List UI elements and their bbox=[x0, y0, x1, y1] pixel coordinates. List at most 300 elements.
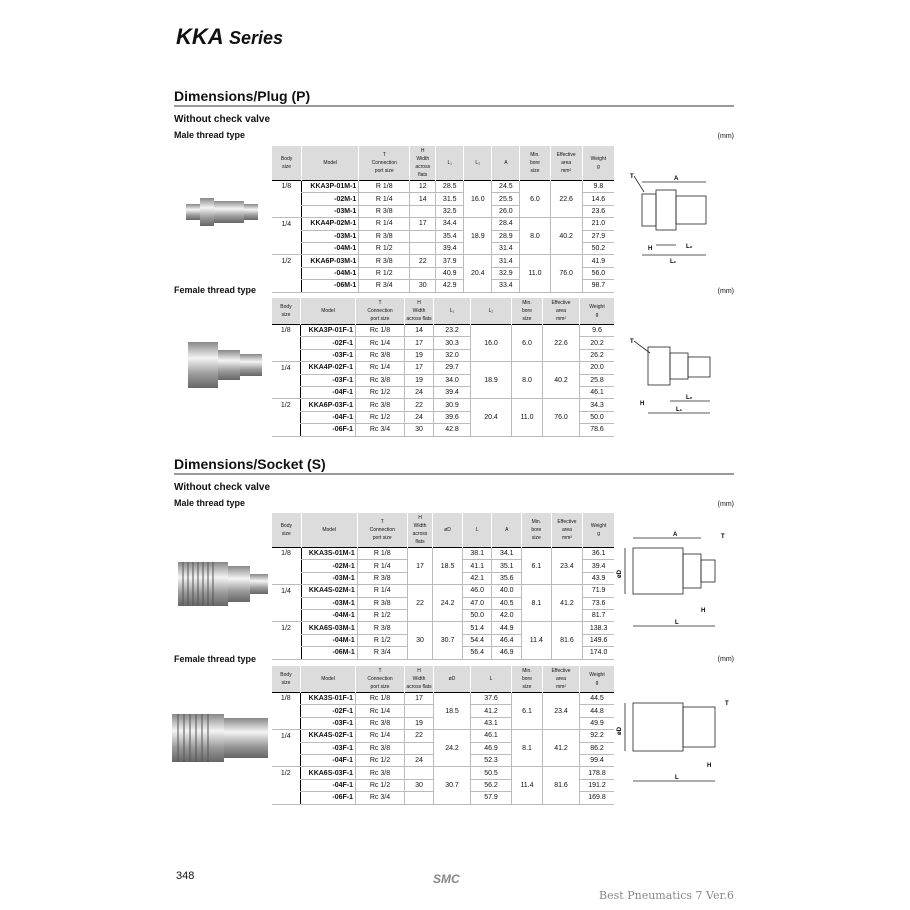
table-cell bbox=[522, 647, 552, 659]
table-header: L bbox=[462, 513, 492, 548]
table-cell: 1/8 bbox=[281, 550, 291, 558]
table-cell bbox=[272, 779, 301, 791]
table-cell bbox=[272, 647, 302, 659]
table-cell: 1/4 bbox=[280, 732, 291, 740]
table-row bbox=[272, 792, 615, 804]
table-cell: 33.4 bbox=[492, 280, 520, 292]
table-cell: 23.4 bbox=[551, 560, 583, 572]
table-cell: 44.8 bbox=[580, 705, 615, 717]
socket-male-table bbox=[271, 513, 614, 660]
table-cell: R 1/4 bbox=[359, 193, 410, 205]
table-cell: 52.3 bbox=[471, 754, 512, 766]
table-cell: -06M-1 bbox=[301, 647, 357, 659]
table-cell: 39.4 bbox=[436, 242, 464, 254]
table-row bbox=[272, 205, 615, 217]
table-cell: R 3/8 bbox=[357, 597, 407, 609]
table-cell: 40.2 bbox=[550, 230, 582, 242]
table-cell: Rc 3/4 bbox=[356, 424, 405, 436]
table-cell: 19 bbox=[405, 349, 434, 361]
table-cell: Rc 1/4 bbox=[356, 362, 405, 374]
table-cell bbox=[512, 792, 543, 804]
table-cell: R 1/2 bbox=[357, 634, 407, 646]
table-cell: 191.2 bbox=[580, 779, 615, 791]
table-cell: 19 bbox=[405, 374, 434, 386]
table-cell bbox=[471, 349, 512, 361]
table-row bbox=[272, 730, 615, 742]
table-cell bbox=[543, 754, 580, 766]
table-cell: 42.1 bbox=[462, 572, 492, 584]
series-suffix: Series bbox=[228, 28, 284, 48]
table-row bbox=[272, 386, 615, 398]
table-row bbox=[272, 548, 615, 560]
table-cell: -04F-1 bbox=[301, 411, 356, 423]
table-cell: 35.6 bbox=[492, 572, 522, 584]
table-cell: R 3/8 bbox=[357, 572, 407, 584]
table-cell bbox=[464, 205, 492, 217]
table-cell bbox=[471, 325, 512, 337]
table-header: L bbox=[471, 666, 512, 693]
plug-male-diagram bbox=[630, 170, 720, 265]
table-cell bbox=[512, 362, 543, 374]
table-cell bbox=[272, 267, 302, 279]
table-header: Model bbox=[302, 146, 359, 181]
table-cell: 11.4 bbox=[512, 779, 543, 791]
table-cell bbox=[551, 572, 583, 584]
table-row bbox=[272, 325, 615, 337]
table-cell bbox=[272, 205, 302, 217]
plug-male-photo bbox=[186, 192, 258, 232]
table-cell: 24 bbox=[405, 386, 434, 398]
table-cell: 71.9 bbox=[583, 585, 614, 597]
table-cell: 18.9 bbox=[471, 374, 512, 386]
table-cell: 11.4 bbox=[522, 634, 552, 646]
table-header: L₂ bbox=[464, 146, 492, 181]
table-cell: 17 bbox=[405, 362, 434, 374]
table-cell bbox=[272, 349, 301, 361]
table-cell: KKA4S-02F-1 bbox=[301, 730, 356, 742]
table-cell: Rc 1/2 bbox=[356, 411, 405, 423]
table-cell: -03F-1 bbox=[301, 742, 356, 754]
table-cell: 37.6 bbox=[471, 693, 512, 705]
table-row bbox=[272, 255, 615, 267]
table-row bbox=[272, 609, 615, 621]
table-cell: 24.2 bbox=[434, 742, 471, 754]
table-cell: 6.0 bbox=[520, 193, 550, 205]
table-cell: 11.0 bbox=[520, 267, 550, 279]
table-cell: 23.6 bbox=[582, 205, 614, 217]
table-cell bbox=[471, 362, 512, 374]
table-cell: 27.9 bbox=[582, 230, 614, 242]
table-cell bbox=[272, 705, 301, 717]
table-row bbox=[272, 267, 615, 279]
table-cell: R 1/2 bbox=[359, 242, 410, 254]
table-header: T Connection port size bbox=[356, 666, 405, 693]
table-cell bbox=[272, 337, 301, 349]
dim-label-od: øD bbox=[617, 570, 623, 578]
dim-label-t: T bbox=[725, 701, 729, 707]
table-header: H Width across flats bbox=[410, 146, 436, 181]
table-cell bbox=[512, 325, 543, 337]
socket-female-table bbox=[271, 666, 614, 805]
table-cell bbox=[520, 205, 550, 217]
table-cell: -04M-1 bbox=[302, 267, 359, 279]
table-cell: 20.2 bbox=[580, 337, 615, 349]
table-cell: 37.9 bbox=[436, 255, 464, 267]
table-cell: 42.8 bbox=[434, 424, 471, 436]
table-cell: 23.2 bbox=[434, 325, 471, 337]
table-cell: R 3/4 bbox=[357, 647, 407, 659]
socket-male-diagram bbox=[615, 530, 730, 630]
table-cell bbox=[471, 424, 512, 436]
table-cell: 30.7 bbox=[433, 634, 463, 646]
table-header: Body size bbox=[272, 666, 301, 693]
table-cell bbox=[471, 386, 512, 398]
table-cell: 16.0 bbox=[471, 337, 512, 349]
table-cell: -02F-1 bbox=[301, 705, 356, 717]
table-cell: Rc 3/8 bbox=[356, 767, 405, 779]
table-cell: 18.5 bbox=[434, 705, 471, 717]
table-cell: 40.2 bbox=[543, 374, 580, 386]
socket-male-photo bbox=[178, 558, 268, 610]
table-cell bbox=[551, 622, 583, 634]
table-cell bbox=[407, 647, 433, 659]
table-cell: 1/4 bbox=[281, 587, 291, 595]
table-cell: Rc 1/4 bbox=[356, 337, 405, 349]
table-header: T Connection port size bbox=[357, 513, 407, 548]
table-cell: 78.6 bbox=[580, 424, 615, 436]
table-cell bbox=[434, 717, 471, 729]
socket-section-title: Dimensions/Socket (S) bbox=[174, 456, 326, 472]
table-cell: KKA4P-02M-1 bbox=[302, 218, 359, 230]
table-cell: KKA6S-03M-1 bbox=[301, 622, 357, 634]
table-cell: 41.1 bbox=[462, 560, 492, 572]
table-cell bbox=[433, 609, 463, 621]
table-cell bbox=[512, 349, 543, 361]
table-row bbox=[272, 597, 615, 609]
dim-label-l1: L₁ bbox=[676, 407, 683, 413]
table-header: Effective area mm² bbox=[543, 666, 580, 693]
table-cell bbox=[434, 767, 471, 779]
table-cell: 9.6 bbox=[580, 325, 615, 337]
table-cell bbox=[551, 609, 583, 621]
plug-male-table bbox=[271, 146, 614, 293]
table-cell: 47.0 bbox=[462, 597, 492, 609]
table-header: H Width across flats bbox=[405, 298, 434, 325]
table-cell bbox=[471, 399, 512, 411]
table-cell: 28.4 bbox=[492, 218, 520, 230]
table-cell: 46.9 bbox=[471, 742, 512, 754]
table-row bbox=[272, 374, 615, 386]
table-header: L₂ bbox=[471, 298, 512, 325]
table-header: Min. bore size bbox=[520, 146, 550, 181]
table-cell bbox=[520, 255, 550, 267]
unit-label: (mm) bbox=[717, 656, 734, 663]
table-row bbox=[272, 193, 615, 205]
table-cell bbox=[272, 754, 301, 766]
table-header: T Connection port size bbox=[356, 298, 405, 325]
table-cell: 1/4 bbox=[281, 220, 292, 228]
table-cell: 174.0 bbox=[583, 647, 614, 659]
table-cell bbox=[543, 399, 580, 411]
table-cell: 17 bbox=[405, 693, 434, 705]
table-cell: 39.4 bbox=[583, 560, 614, 572]
table-cell: Rc 1/2 bbox=[356, 779, 405, 791]
table-cell: KKA6P-03M-1 bbox=[302, 255, 359, 267]
table-cell bbox=[543, 730, 580, 742]
table-cell: 81.6 bbox=[543, 779, 580, 791]
dim-label-a: A bbox=[674, 176, 679, 182]
table-cell bbox=[464, 280, 492, 292]
table-cell: 1/2 bbox=[281, 624, 291, 632]
table-cell: 92.2 bbox=[580, 730, 615, 742]
table-cell: 1/2 bbox=[281, 257, 292, 265]
table-cell bbox=[407, 609, 433, 621]
table-cell: -02M-1 bbox=[301, 560, 357, 572]
table-cell: KKA3S-01M-1 bbox=[301, 548, 357, 560]
table-cell: 20.0 bbox=[580, 362, 615, 374]
table-cell: 21.0 bbox=[582, 218, 614, 230]
table-cell: 24.2 bbox=[433, 597, 463, 609]
table-cell bbox=[520, 181, 550, 193]
dim-label-h: H bbox=[648, 246, 653, 252]
table-cell: -06F-1 bbox=[301, 792, 356, 804]
table-cell: -03F-1 bbox=[301, 374, 356, 386]
table-cell: Rc 1/4 bbox=[356, 705, 405, 717]
table-cell bbox=[272, 792, 301, 804]
table-cell bbox=[407, 548, 433, 560]
table-row bbox=[272, 230, 615, 242]
table-cell: Rc 1/8 bbox=[356, 325, 405, 337]
table-cell bbox=[272, 634, 302, 646]
table-cell: 16.0 bbox=[464, 193, 492, 205]
dim-label-h: H bbox=[640, 401, 645, 407]
table-row bbox=[272, 411, 615, 423]
table-cell bbox=[272, 242, 302, 254]
table-row bbox=[272, 280, 615, 292]
table-cell: 34.0 bbox=[434, 374, 471, 386]
table-row bbox=[272, 705, 615, 717]
table-cell: 25.5 bbox=[492, 193, 520, 205]
table-cell bbox=[410, 230, 436, 242]
table-cell bbox=[272, 411, 301, 423]
table-cell: 1/8 bbox=[281, 183, 292, 191]
socket-female-photo bbox=[172, 710, 268, 766]
table-cell: 41.2 bbox=[471, 705, 512, 717]
plug-female-label: Female thread type bbox=[174, 285, 257, 295]
dim-label-t: T bbox=[630, 174, 634, 180]
table-cell: 44.5 bbox=[580, 693, 615, 705]
table-cell bbox=[272, 609, 302, 621]
table-cell: 18.9 bbox=[464, 230, 492, 242]
table-cell: 31.4 bbox=[492, 255, 520, 267]
table-cell: R 1/8 bbox=[357, 548, 407, 560]
dim-label-h: H bbox=[707, 763, 712, 769]
table-cell: -04M-1 bbox=[301, 634, 357, 646]
table-cell: 43.1 bbox=[471, 717, 512, 729]
table-cell: 42.9 bbox=[436, 280, 464, 292]
dim-label-a: A bbox=[673, 532, 678, 538]
plug-female-diagram bbox=[630, 335, 720, 420]
table-cell: -03M-1 bbox=[301, 572, 357, 584]
table-row bbox=[272, 622, 615, 634]
table-cell bbox=[543, 325, 580, 337]
table-row bbox=[272, 337, 615, 349]
table-cell: 81.6 bbox=[551, 634, 583, 646]
table-row bbox=[272, 399, 615, 411]
table-row bbox=[272, 585, 615, 597]
table-cell bbox=[520, 280, 550, 292]
table-row bbox=[272, 349, 615, 361]
table-header: Model bbox=[301, 513, 357, 548]
table-row bbox=[272, 693, 615, 705]
table-header: Effective area mm² bbox=[550, 146, 582, 181]
table-cell bbox=[551, 548, 583, 560]
table-cell bbox=[434, 792, 471, 804]
table-cell bbox=[410, 267, 436, 279]
table-cell: -04F-1 bbox=[301, 754, 356, 766]
table-cell: KKA4S-02M-1 bbox=[301, 585, 357, 597]
table-cell bbox=[272, 742, 301, 754]
doc-footer: Best Pneumatics 7 Ver.6 bbox=[599, 889, 734, 902]
unit-label: (mm) bbox=[717, 133, 734, 140]
table-row bbox=[272, 754, 615, 766]
series-name: KKA bbox=[176, 24, 223, 49]
section-divider bbox=[174, 473, 734, 475]
table-cell: -04M-1 bbox=[301, 609, 357, 621]
table-row bbox=[272, 717, 615, 729]
plug-section-title: Dimensions/Plug (P) bbox=[174, 88, 311, 104]
table-cell bbox=[272, 280, 302, 292]
table-cell: Rc 1/2 bbox=[356, 754, 405, 766]
dim-label-l: L bbox=[675, 620, 679, 626]
plug-variant: Without check valve bbox=[174, 114, 271, 125]
table-cell: R 1/2 bbox=[357, 609, 407, 621]
dim-label-l2: L₂ bbox=[686, 395, 693, 401]
table-cell bbox=[543, 792, 580, 804]
table-cell: 6.1 bbox=[512, 705, 543, 717]
table-cell bbox=[272, 230, 302, 242]
table-header: H Width across flats bbox=[405, 666, 434, 693]
table-cell: 6.1 bbox=[522, 560, 552, 572]
table-cell: R 3/8 bbox=[359, 230, 410, 242]
table-header: T Connection port size bbox=[359, 146, 410, 181]
table-cell: 46.1 bbox=[471, 730, 512, 742]
table-header: L₁ bbox=[434, 298, 471, 325]
table-cell: Rc 3/4 bbox=[356, 792, 405, 804]
table-cell: 56.0 bbox=[582, 267, 614, 279]
table-cell: 41.9 bbox=[582, 255, 614, 267]
table-cell: 22.6 bbox=[543, 337, 580, 349]
table-cell bbox=[405, 767, 434, 779]
table-cell bbox=[543, 717, 580, 729]
table-cell: -03F-1 bbox=[301, 717, 356, 729]
table-cell: -03M-1 bbox=[302, 230, 359, 242]
table-header: A bbox=[492, 146, 520, 181]
table-cell: 8.0 bbox=[512, 374, 543, 386]
table-cell: 41.2 bbox=[543, 742, 580, 754]
table-row bbox=[272, 779, 615, 791]
table-cell bbox=[522, 548, 552, 560]
table-cell bbox=[407, 622, 433, 634]
table-row bbox=[272, 560, 615, 572]
table-cell bbox=[522, 585, 552, 597]
table-cell bbox=[550, 181, 582, 193]
table-cell bbox=[543, 693, 580, 705]
table-cell: Rc 1/8 bbox=[356, 693, 405, 705]
table-cell: 30 bbox=[407, 634, 433, 646]
table-cell: 34.3 bbox=[580, 399, 615, 411]
smc-logo: SMC bbox=[433, 872, 460, 886]
table-cell: 8.0 bbox=[520, 230, 550, 242]
table-cell: 1/8 bbox=[280, 695, 291, 703]
table-cell: 86.2 bbox=[580, 742, 615, 754]
table-cell: 29.7 bbox=[434, 362, 471, 374]
table-cell: 49.9 bbox=[580, 717, 615, 729]
table-row bbox=[272, 767, 615, 779]
table-cell: 20.4 bbox=[471, 411, 512, 423]
dim-label-l: L bbox=[675, 775, 679, 781]
table-cell: 8.1 bbox=[512, 742, 543, 754]
dim-label-l2: L₂ bbox=[686, 244, 693, 250]
page-number: 348 bbox=[176, 870, 195, 882]
table-cell bbox=[272, 717, 301, 729]
table-header: Min. bore size bbox=[512, 298, 543, 325]
table-cell bbox=[410, 205, 436, 217]
table-cell: 30 bbox=[410, 280, 436, 292]
table-cell: 26.2 bbox=[580, 349, 615, 361]
table-cell: R 1/4 bbox=[359, 218, 410, 230]
table-header: Model bbox=[301, 298, 356, 325]
table-cell bbox=[543, 362, 580, 374]
table-cell: 46.9 bbox=[492, 647, 522, 659]
table-cell bbox=[407, 572, 433, 584]
table-cell: 51.4 bbox=[462, 622, 492, 634]
table-cell: -04M-1 bbox=[302, 242, 359, 254]
table-cell bbox=[512, 386, 543, 398]
table-header: øD bbox=[434, 666, 471, 693]
table-cell: 99.4 bbox=[580, 754, 615, 766]
table-cell: 30.7 bbox=[434, 779, 471, 791]
table-cell: -04F-1 bbox=[301, 386, 356, 398]
table-cell: 18.5 bbox=[433, 560, 463, 572]
socket-male-label: Male thread type bbox=[174, 498, 246, 508]
table-cell bbox=[520, 242, 550, 254]
table-cell: -02M-1 bbox=[302, 193, 359, 205]
table-cell: 11.0 bbox=[512, 411, 543, 423]
table-cell: 31.5 bbox=[436, 193, 464, 205]
table-cell bbox=[512, 693, 543, 705]
table-cell: 44.9 bbox=[492, 622, 522, 634]
table-cell: 42.0 bbox=[492, 609, 522, 621]
table-cell: 178.8 bbox=[580, 767, 615, 779]
table-header: Weight g bbox=[583, 513, 614, 548]
table-cell: 32.5 bbox=[436, 205, 464, 217]
table-header: Weight g bbox=[580, 298, 615, 325]
table-cell bbox=[464, 218, 492, 230]
table-cell bbox=[434, 754, 471, 766]
table-cell bbox=[272, 193, 302, 205]
table-cell bbox=[512, 424, 543, 436]
table-cell: -03M-1 bbox=[302, 205, 359, 217]
table-cell bbox=[405, 742, 434, 754]
table-cell: 8.1 bbox=[522, 597, 552, 609]
table-cell bbox=[433, 647, 463, 659]
table-cell: R 1/8 bbox=[359, 181, 410, 193]
table-cell: 36.1 bbox=[583, 548, 614, 560]
table-cell bbox=[512, 730, 543, 742]
table-cell: 28.5 bbox=[436, 181, 464, 193]
table-cell bbox=[272, 374, 301, 386]
